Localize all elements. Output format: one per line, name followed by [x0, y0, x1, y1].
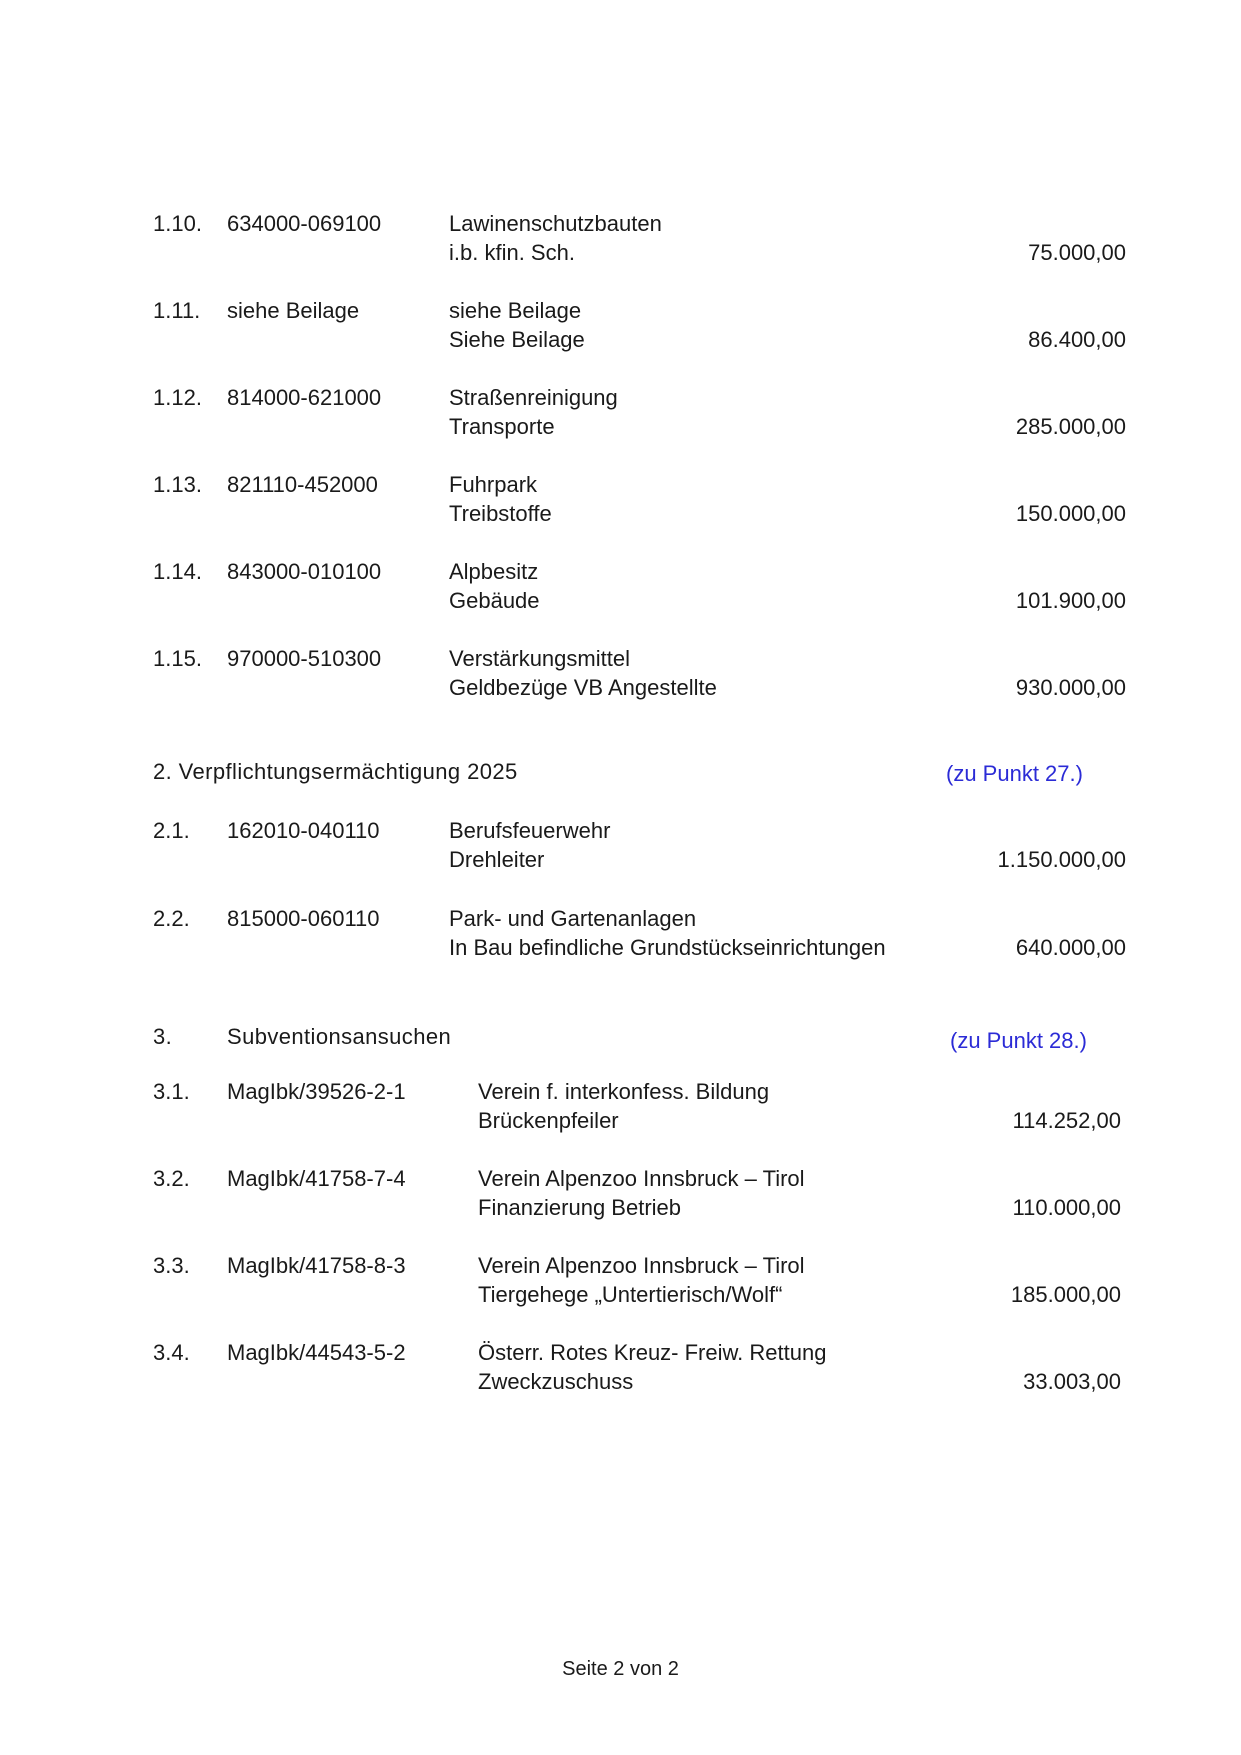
item-description-primary: siehe Beilage	[449, 298, 582, 323]
item-amount: 110.000,00	[1012, 1195, 1121, 1220]
item-amount: 150.000,00	[1015, 501, 1126, 526]
item-description-secondary: Brückenpfeiler	[478, 1108, 619, 1133]
item-description-secondary: Geldbezüge VB Angestellte	[449, 675, 717, 700]
page-number-footer: Seite 2 von 2	[562, 1658, 679, 1680]
item-amount: 75.000,00	[1028, 240, 1126, 265]
item-description-secondary: Treibstoffe	[449, 501, 552, 526]
item-number: 3.1.	[153, 1079, 190, 1104]
item-file-reference: MagIbk/41758-7-4	[227, 1166, 406, 1191]
item-amount: 86.400,00	[1028, 327, 1126, 352]
item-description-primary: Alpbesitz	[449, 559, 539, 584]
section-title: Subventionsansuchen	[227, 1024, 452, 1049]
item-description-primary: Verein Alpenzoo Innsbruck – Tirol	[478, 1166, 805, 1191]
item-description-secondary: Tiergehege „Untertierisch/Wolf“	[478, 1282, 783, 1307]
item-amount: 33.003,00	[1023, 1369, 1121, 1394]
item-description-secondary: Gebäude	[449, 588, 540, 613]
item-number: 3.4.	[153, 1340, 190, 1365]
item-number: 1.14.	[153, 559, 202, 584]
item-description-secondary: Siehe Beilage	[449, 327, 585, 352]
item-number: 2.2.	[153, 906, 190, 931]
item-amount: 114.252,00	[1012, 1108, 1121, 1133]
item-description-secondary: i.b. kfin. Sch.	[449, 240, 575, 265]
agenda-reference: (zu Punkt 28.)	[950, 1028, 1087, 1053]
item-description-primary: Straßenreinigung	[449, 385, 618, 410]
item-account-code: 821110-452000	[227, 472, 378, 497]
item-number: 1.15.	[153, 646, 202, 671]
item-description-primary: Verein Alpenzoo Innsbruck – Tirol	[478, 1253, 805, 1278]
section-number: 3.	[153, 1024, 173, 1049]
item-account-code: 814000-621000	[227, 385, 382, 410]
item-description-secondary: Finanzierung Betrieb	[478, 1195, 682, 1220]
item-account-code: 634000-069100	[227, 211, 382, 236]
item-number: 3.2.	[153, 1166, 190, 1191]
item-account-code: 843000-010100	[227, 559, 382, 584]
item-description-secondary: In Bau befindliche Grundstückseinrichtungen	[449, 935, 886, 960]
item-amount: 640.000,00	[1015, 935, 1126, 960]
item-number: 1.12.	[153, 385, 202, 410]
item-number: 1.11.	[153, 298, 201, 323]
item-number: 3.3.	[153, 1253, 190, 1278]
item-file-reference: MagIbk/41758-8-3	[227, 1253, 406, 1278]
section-title: 2. Verpflichtungsermächtigung 2025	[153, 759, 518, 784]
item-description-secondary: Zweckzuschuss	[478, 1369, 634, 1394]
item-description-primary: Park- und Gartenanlagen	[449, 906, 697, 931]
item-account-code: 815000-060110	[227, 906, 380, 931]
item-number: 1.13.	[153, 472, 202, 497]
item-description-primary: Verein f. interkonfess. Bildung	[478, 1079, 770, 1104]
item-number: 2.1.	[153, 818, 190, 843]
item-description-primary: Lawinenschutzbauten	[449, 211, 662, 236]
agenda-reference: (zu Punkt 27.)	[946, 761, 1083, 786]
item-account-code: 970000-510300	[227, 646, 382, 671]
item-amount: 185.000,00	[1010, 1282, 1121, 1307]
item-amount: 285.000,00	[1015, 414, 1126, 439]
item-amount: 1.150.000,00	[997, 847, 1126, 872]
item-account-code: 162010-040110	[227, 818, 380, 843]
item-description-secondary: Transporte	[449, 414, 555, 439]
item-file-reference: MagIbk/39526-2-1	[227, 1079, 406, 1104]
item-account-code: siehe Beilage	[227, 298, 360, 323]
item-number: 1.10.	[153, 211, 202, 236]
item-description-secondary: Drehleiter	[449, 847, 545, 872]
item-amount: 101.900,00	[1015, 588, 1126, 613]
item-file-reference: MagIbk/44543-5-2	[227, 1340, 406, 1365]
item-amount: 930.000,00	[1015, 675, 1126, 700]
item-description-primary: Österr. Rotes Kreuz- Freiw. Rettung	[478, 1340, 827, 1365]
item-description-primary: Fuhrpark	[449, 472, 538, 497]
item-description-primary: Berufsfeuerwehr	[449, 818, 611, 843]
item-description-primary: Verstärkungsmittel	[449, 646, 630, 671]
